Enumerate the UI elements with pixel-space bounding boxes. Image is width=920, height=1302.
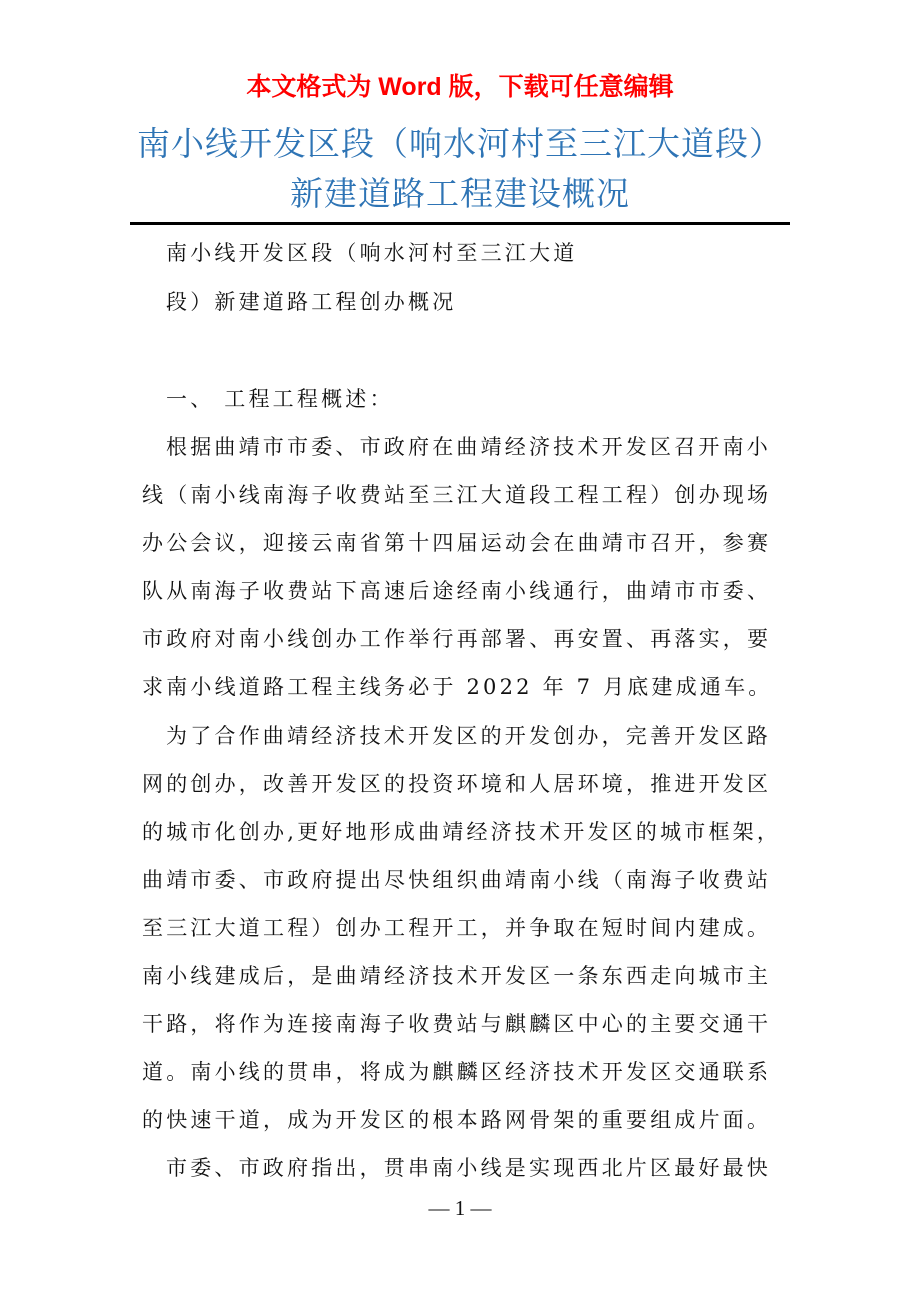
title-divider [130, 222, 790, 225]
paragraph-2-line: 南小线建成后，是曲靖经济技术开发区一条东西走向城市主 [142, 964, 772, 988]
paragraph-2-line: 曲靖市委、市政府提出尽快组织曲靖南小线（南海子收费站 [142, 868, 772, 892]
document-title-line-2: 新建道路工程建设概况 [290, 174, 630, 213]
paragraph-1-line: 根据曲靖市市委、市政府在曲靖经济技术开发区召开南小 [166, 435, 771, 459]
paragraph-1-line: 队从南海子收费站下高速后途经南小线通行，曲靖市市委、 [142, 579, 772, 603]
document-title-line-1: 南小线开发区段（响水河村至三江大道段） [137, 124, 783, 163]
paragraph-2-line: 干路，将作为连接南海子收费站与麒麟区中心的主要交通干 [142, 1012, 772, 1036]
paragraph-2-line: 至三江大道工程）创办工程开工，并争取在短时间内建成。 [142, 916, 772, 940]
paragraph-2-line: 道。南小线的贯串，将成为麒麟区经济技术开发区交通联系 [142, 1060, 772, 1084]
subtitle-line-1: 南小线开发区段（响水河村至三江大道 [166, 241, 578, 265]
subtitle-line-2: 段）新建道路工程创办概况 [166, 290, 457, 314]
paragraph-2-line: 为了合作曲靖经济技术开发区的开发创办，完善开发区路 [166, 724, 771, 748]
section-heading: 一、 工程工程概述： [166, 387, 394, 411]
paragraph-2-line: 的城市化创办,更好地形成曲靖经济技术开发区的城市框架， [142, 820, 782, 844]
paragraph-2-line: 的快速干道，成为开发区的根本路网骨架的重要组成片面。 [142, 1108, 772, 1132]
paragraph-1-line: 线（南小线南海子收费站至三江大道段工程工程）创办现场 [142, 483, 772, 507]
page-number: — 1 — [428, 1196, 492, 1220]
paragraph-3-line: 市委、市政府指出，贯串南小线是实现西北片区最好最快 [166, 1156, 771, 1180]
paragraph-1-line: 办公会议，迎接云南省第十四届运动会在曲靖市召开，参赛 [142, 531, 772, 555]
paragraph-1-line: 市政府对南小线创办工作举行再部署、再安置、再落实，要 [142, 627, 772, 651]
paragraph-2-line: 网的创办，改善开发区的投资环境和人居环境，推进开发区 [142, 772, 772, 796]
paragraph-1-line: 求南小线道路工程主线务必于 2022 年 7 月底建成通车。 [142, 675, 773, 699]
word-format-banner: 本文格式为 Word 版，下载可任意编辑 [246, 73, 674, 101]
